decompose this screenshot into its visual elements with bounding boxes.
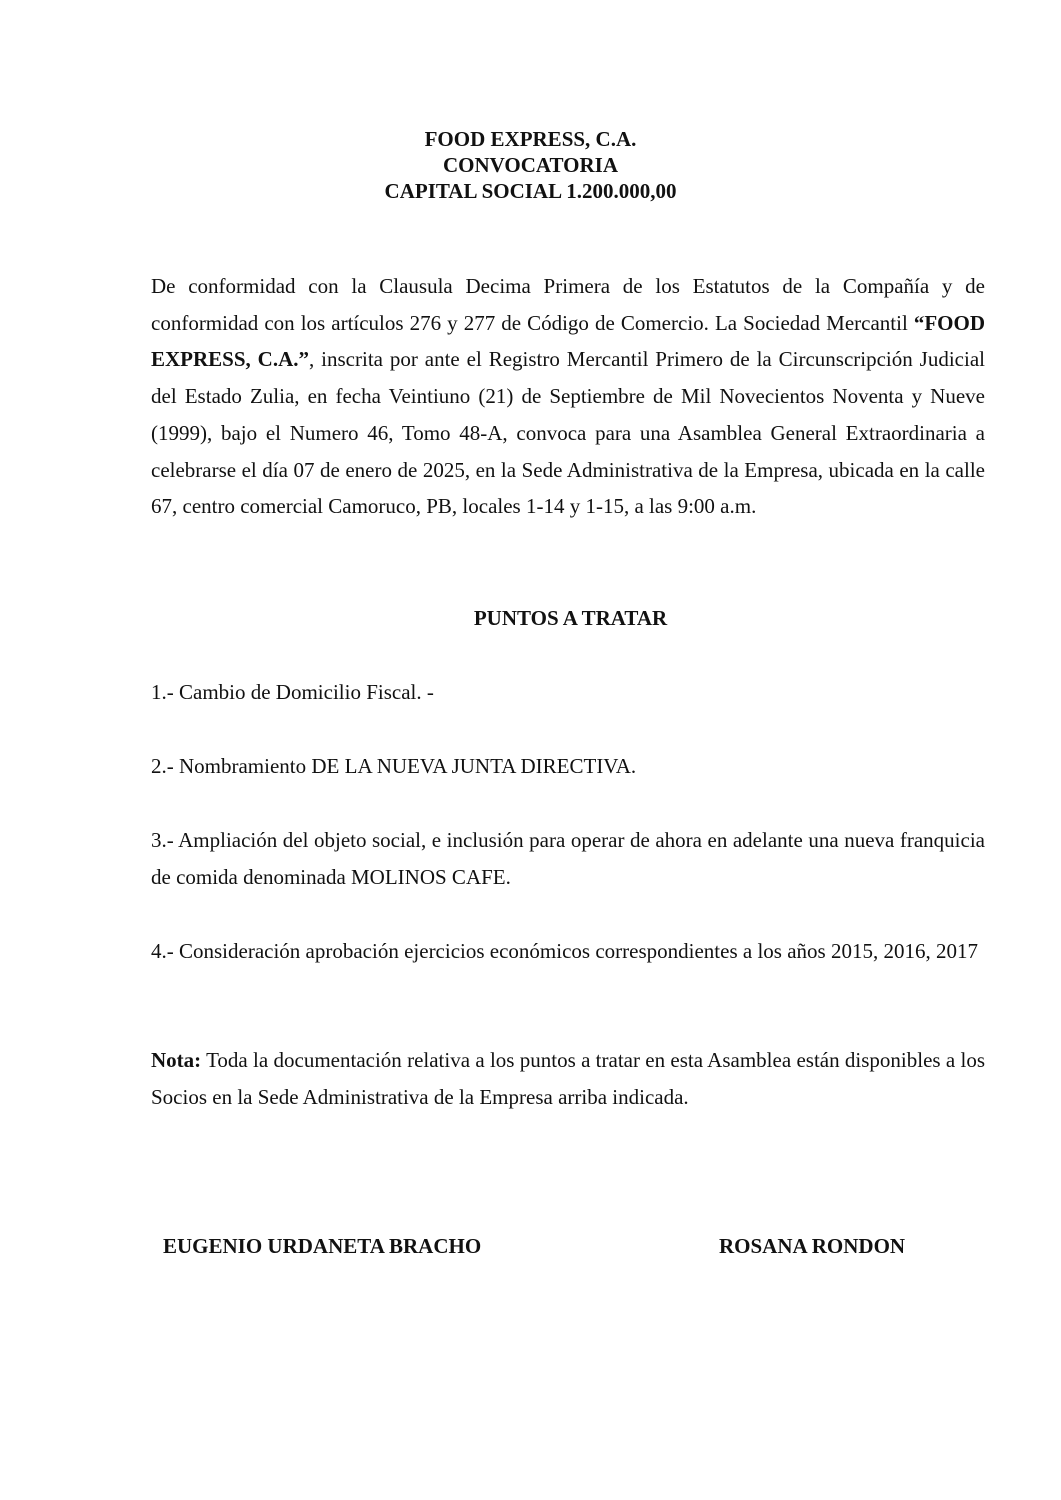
intro-paragraph [151,268,985,525]
capital-social: CAPITAL SOCIAL 1.200.000,00 [384,179,677,203]
note-label: Nota: [151,1048,202,1072]
intro-text-start: De conformidad con la Clausula Decima Primera de los Estatutos de la Compañía y de conformidad con los artículos 276 y 277 de Código de Comercio. La Sociedad Mercantil [151,274,985,335]
document-type: CONVOCATORIA [443,153,618,177]
signature-rosana-rondon: ROSANA RONDON [719,1234,906,1258]
document-header [0,126,1061,204]
agenda-item-3: 3.- Ampliación del objeto social, e inclusión para operar de ahora en adelante una nueva franquicia de comida denominada MOLINOS CAFE. [151,828,985,889]
agenda-title: PUNTOS A TRATAR [473,606,668,630]
agenda-item-1: 1.- Cambio de Domicilio Fiscal. - [151,680,434,704]
note-text: Toda la documentación relativa a los puntos a tratar en esta Asamblea están disponibles a los Socios en la Sede Administrativa de la Empresa arriba indicada. [151,1048,985,1109]
signature-eugenio-urdaneta: EUGENIO URDANETA BRACHO [163,1234,482,1258]
note-paragraph [151,1042,985,1115]
agenda-item-4: 4.- Consideración aprobación ejercicios económicos correspondientes a los años 2015, 2016, 2017 [151,939,978,963]
company-name-bold: “FOOD EXPRESS, C.A.” [151,310,985,372]
agenda-item-2: 2.- Nombramiento DE LA NUEVA JUNTA DIRECTIVA. [151,754,637,778]
intro-text-end: , inscrita por ante el Registro Mercantil Primero de la Circunscripción Judicial del Estado Zulia, en fecha Veintiuno (21) de Septiembre de Mil Novecientos Noventa y Nueve (1999), bajo el Numero 46, Tomo 48-A, convoca para una Asamblea General Extraordinaria a celebrarse el día 07 de enero de 2025, en la Sede Administrativa de la Empresa, ubicada en la calle 67, centro comercial Camoruco, PB, locales 1-14 y 1-15, a las 9:00 a.m. [151,347,985,519]
company-name: FOOD EXPRESS, C.A. [424,127,637,151]
